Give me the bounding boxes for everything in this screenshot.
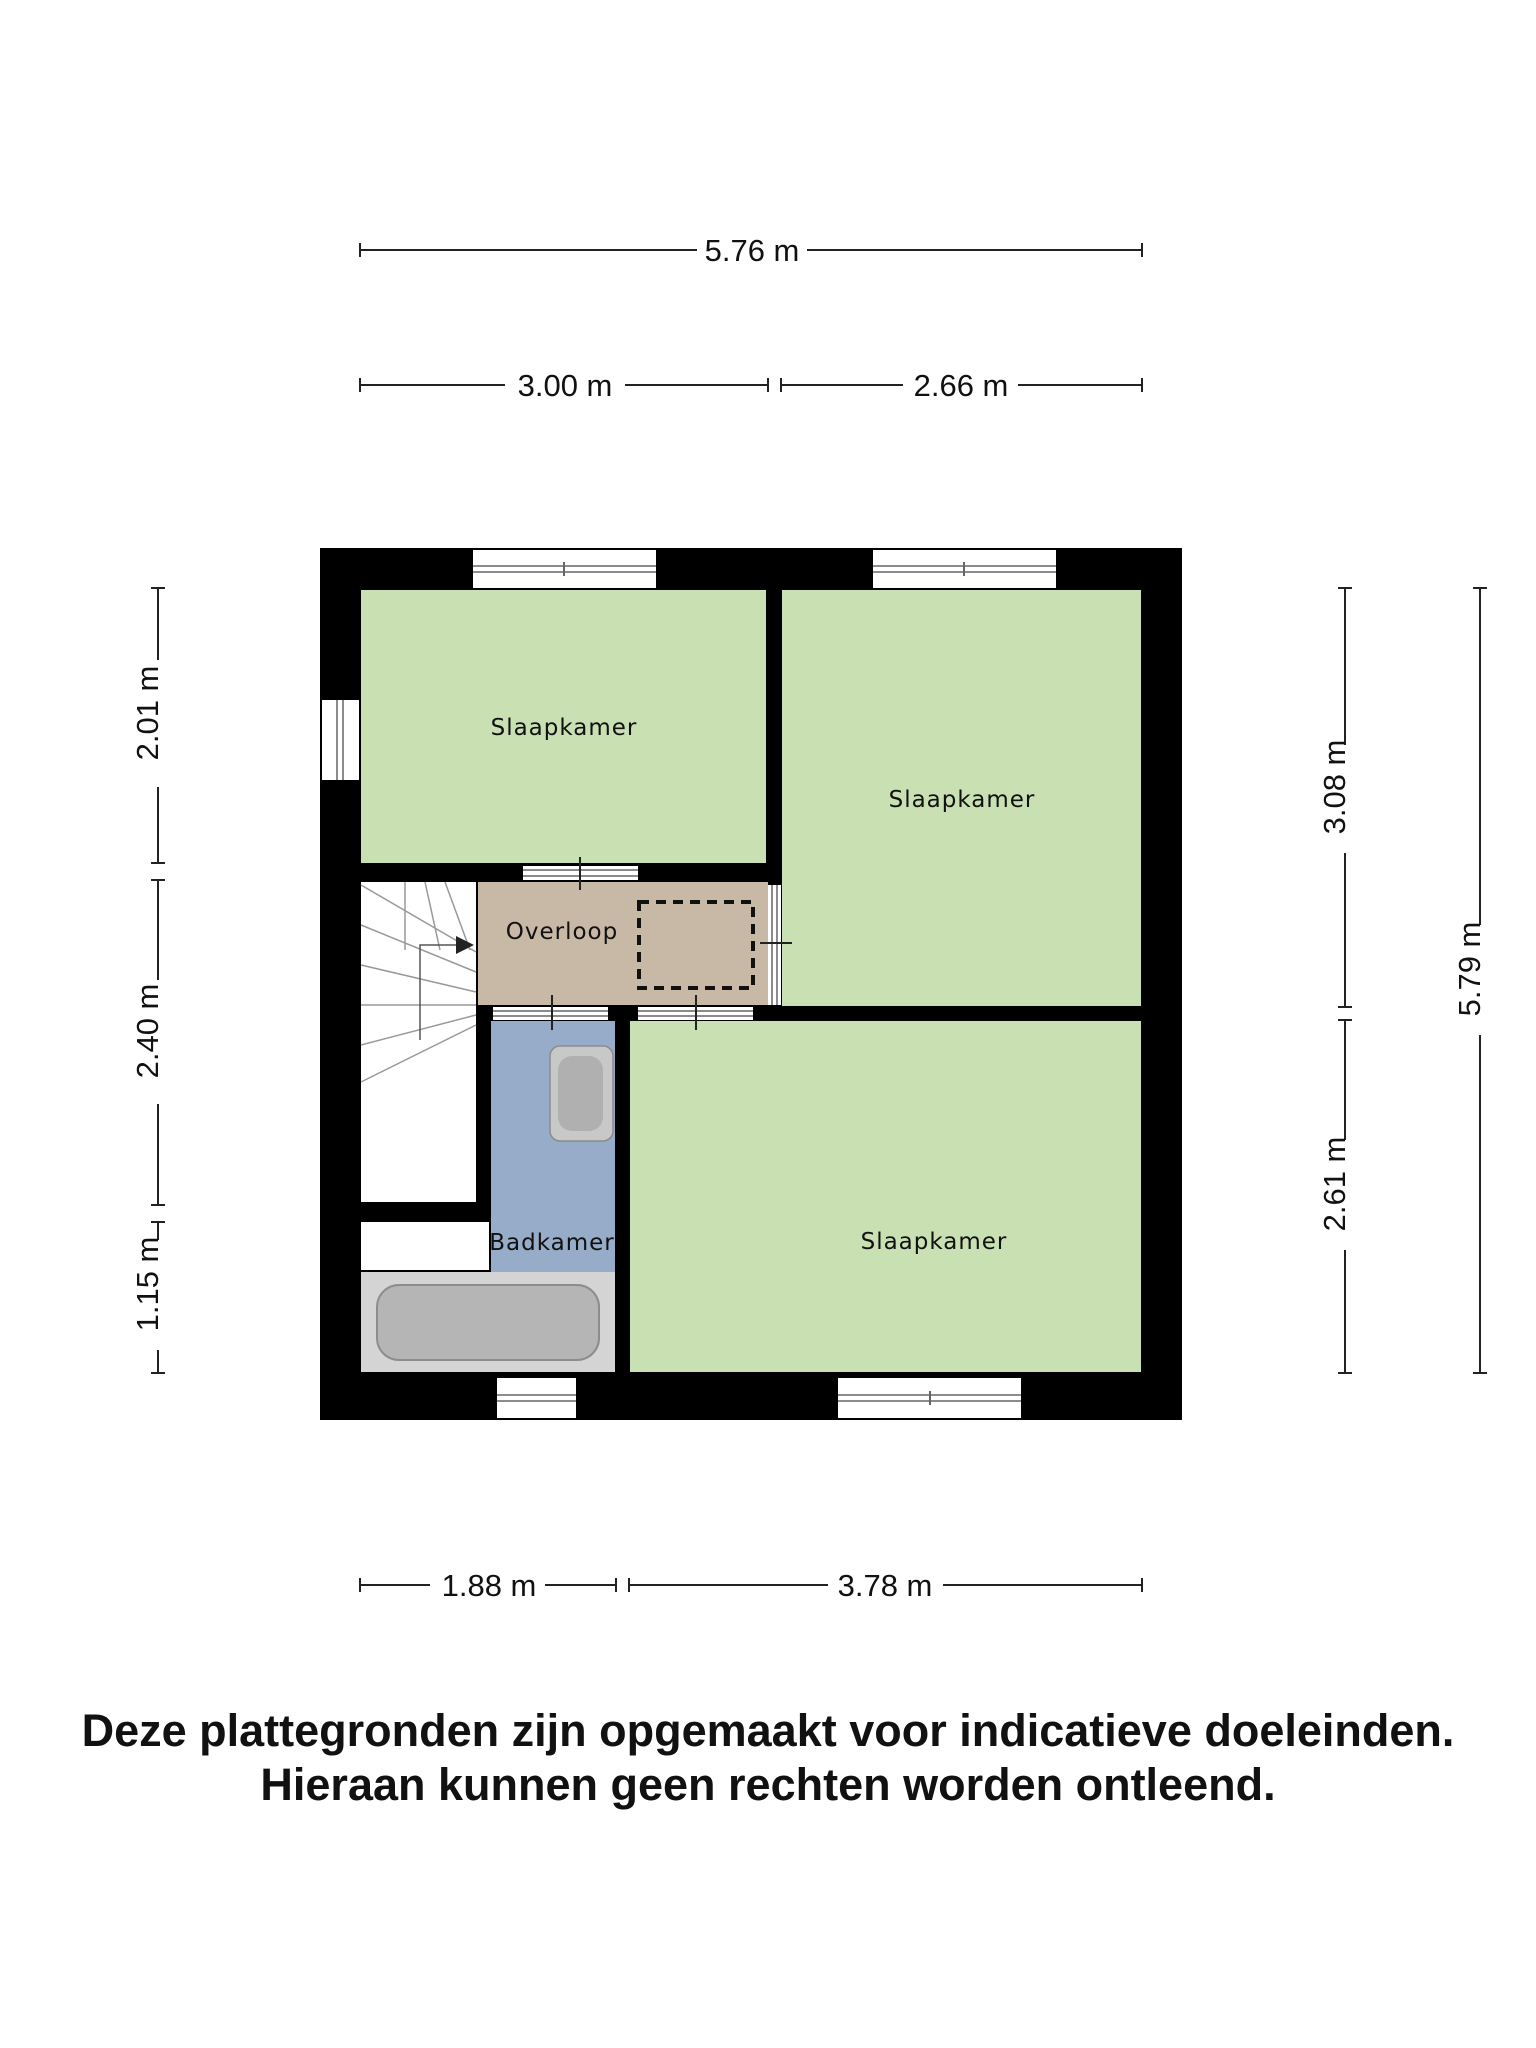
dimension-top-total [360, 233, 1142, 268]
dimension-left-top [130, 588, 165, 863]
bedroom-bottom-right [630, 1021, 1141, 1372]
storage-nook [361, 1222, 489, 1270]
staircase [361, 882, 476, 1202]
window-bottom-left [497, 1378, 576, 1418]
dimension-label: 3.08 m [1317, 739, 1352, 835]
dimension-right-bottom [1317, 1020, 1352, 1373]
sink [550, 1046, 613, 1141]
dimension-right-top [1317, 588, 1352, 1007]
dimension-label: 2.40 m [130, 983, 165, 1079]
dimension-label: 5.76 m [704, 233, 800, 268]
dimension-top-right [781, 368, 1142, 403]
window-bottom-right [838, 1378, 1021, 1418]
dimension-label: 2.66 m [913, 368, 1009, 403]
dimension-left-middle [130, 880, 165, 1205]
room-label-bedroom-bottom-right: Slaapkamer [860, 1229, 1008, 1255]
window-left [322, 700, 359, 780]
room-label-bathroom: Badkamer [489, 1230, 615, 1256]
room-label-bedroom-top-left: Slaapkamer [490, 715, 638, 741]
dimension-left-bottom [130, 1222, 165, 1373]
dimension-label: 2.01 m [130, 665, 165, 761]
dimension-right-total [1452, 588, 1487, 1373]
disclaimer-line-1: Deze plattegronden zijn opgemaakt voor indicatieve doeleinden. [81, 1705, 1455, 1756]
dimension-label: 1.15 m [130, 1236, 165, 1332]
window-top-left [473, 550, 656, 588]
window-top-right [873, 550, 1056, 588]
room-label-bedroom-top-right: Slaapkamer [888, 787, 1036, 813]
dimension-bottom-left [360, 1568, 616, 1603]
room-label-landing: Overloop [505, 919, 619, 945]
disclaimer-line-2: Hieraan kunnen geen rechten worden ontleend. [260, 1759, 1276, 1810]
dimension-label: 1.88 m [441, 1568, 537, 1603]
dimension-label: 2.61 m [1317, 1136, 1352, 1232]
dimension-label: 3.78 m [837, 1568, 933, 1603]
dimension-bottom-right [629, 1568, 1142, 1603]
dimension-label: 5.79 m [1452, 921, 1487, 1017]
dimension-label: 3.00 m [517, 368, 613, 403]
bathtub [361, 1272, 615, 1372]
dimension-top-left [360, 368, 768, 403]
